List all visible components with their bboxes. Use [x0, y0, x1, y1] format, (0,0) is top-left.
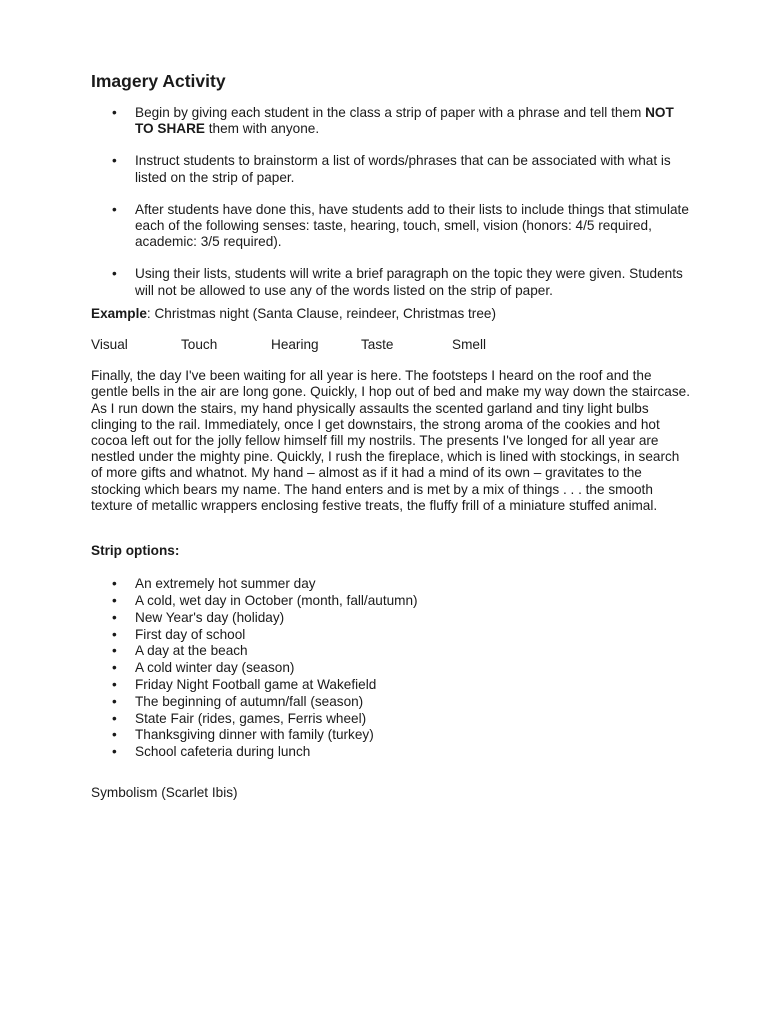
bullet-icon: • — [112, 593, 117, 609]
bullet-icon: • — [112, 576, 117, 592]
instruction-emphasis: NOT TO SHARE — [135, 105, 674, 137]
senses-row — [91, 337, 691, 353]
sense-hearing: Hearing — [271, 337, 319, 353]
strip-options-heading: Strip options: — [91, 543, 180, 559]
bullet-icon: • — [112, 201, 117, 217]
bullet-icon: • — [112, 153, 117, 169]
symbolism-line: Symbolism (Scarlet Ibis) — [91, 785, 238, 801]
instruction-item — [91, 266, 691, 298]
instruction-text: Instruct students to brainstorm a list of words/phrases that can be associated with what is listed on the strip of paper. — [135, 153, 671, 185]
list-item — [91, 727, 691, 744]
sense-smell: Smell — [452, 337, 486, 353]
list-item — [91, 711, 691, 728]
instruction-item — [91, 153, 691, 185]
instruction-text: them with anyone. — [205, 121, 320, 137]
list-item — [91, 677, 691, 694]
strip-option: Friday Night Football game at Wakefield — [135, 677, 377, 693]
instruction-item — [91, 202, 691, 251]
instruction-text: Begin by giving each student in the class a strip of paper with a phrase and tell them — [135, 105, 646, 120]
strip-option: New Year's day (holiday) — [135, 609, 285, 625]
list-item — [91, 593, 691, 610]
sense-touch: Touch — [181, 337, 218, 353]
bullet-icon: • — [112, 105, 117, 120]
strip-option: School cafeteria during lunch — [135, 744, 311, 760]
instruction-item — [91, 105, 691, 137]
list-item — [91, 627, 691, 644]
strip-option: A cold, wet day in October (month, fall/autumn) — [135, 593, 418, 609]
instruction-list — [91, 105, 691, 299]
list-item — [91, 610, 691, 627]
list-item — [91, 744, 691, 761]
list-item — [91, 660, 691, 677]
strip-option: State Fair (rides, games, Ferris wheel) — [135, 710, 367, 726]
bullet-icon: • — [112, 710, 117, 726]
list-item — [91, 643, 691, 660]
sense-visual: Visual — [91, 337, 128, 353]
example-line — [91, 306, 691, 322]
strip-options-list — [91, 576, 691, 761]
sense-taste: Taste — [361, 337, 394, 353]
bullet-icon: • — [112, 727, 117, 743]
bullet-icon: • — [112, 693, 117, 709]
strip-option: An extremely hot summer day — [135, 576, 316, 592]
strip-option: A cold winter day (season) — [135, 660, 295, 676]
bullet-icon: • — [112, 266, 117, 282]
list-item — [91, 576, 691, 593]
bullet-icon: • — [112, 609, 117, 625]
bullet-icon: • — [112, 626, 117, 642]
list-item — [91, 694, 691, 711]
bullet-icon: • — [112, 643, 117, 659]
bullet-icon: • — [112, 677, 117, 693]
example-text: : Christmas night (Santa Clause, reindeer, Christmas tree) — [146, 305, 496, 321]
bullet-icon: • — [112, 660, 117, 676]
example-label: Example — [91, 305, 147, 321]
strip-option: The beginning of autumn/fall (season) — [135, 693, 364, 709]
instruction-text: After students have done this, have students add to their lists to include things that stimulate each of the following senses: taste, hearing, touch, smell, vision (honors: 4/5 required, academic: 3/5 required). — [135, 201, 689, 250]
example-paragraph: Finally, the day I've been waiting for all year is here. The footsteps I heard on the roof and the gentle bells in the air are long gone. Quickly, I hop out of bed and make my way down the staircase. As I run down the stairs, my hand physically assaults the scented garland and tiny light bulbs clinging to the rail. Immediately, once I get downstairs, the strong aroma of the cookies and hot cocoa left out for the jolly fellow himself fill my nostrils. The presents I've longed for all year are nestled under the mighty pine. Quickly, I rush the fireplace, which is lined with stockings, in search of more gifts and whatnot. My hand – almost as if it had a mind of its own – gravitates to the stocking which bears my name. The hand enters and is met by a mix of things . . . the smooth texture of metallic wrappers enclosing festive treats, the fluffy frill of a miniature stuffed animal. — [91, 368, 690, 513]
strip-option: A day at the beach — [135, 643, 248, 659]
strip-option: Thanksgiving dinner with family (turkey) — [135, 727, 374, 743]
document-body — [91, 70, 691, 801]
bullet-icon: • — [112, 744, 117, 760]
instruction-text: Using their lists, students will write a brief paragraph on the topic they were given. Students will not be allowed to use any of the words listed on the strip of paper. — [135, 266, 683, 298]
page-title: Imagery Activity — [91, 71, 226, 91]
strip-option: First day of school — [135, 626, 246, 642]
